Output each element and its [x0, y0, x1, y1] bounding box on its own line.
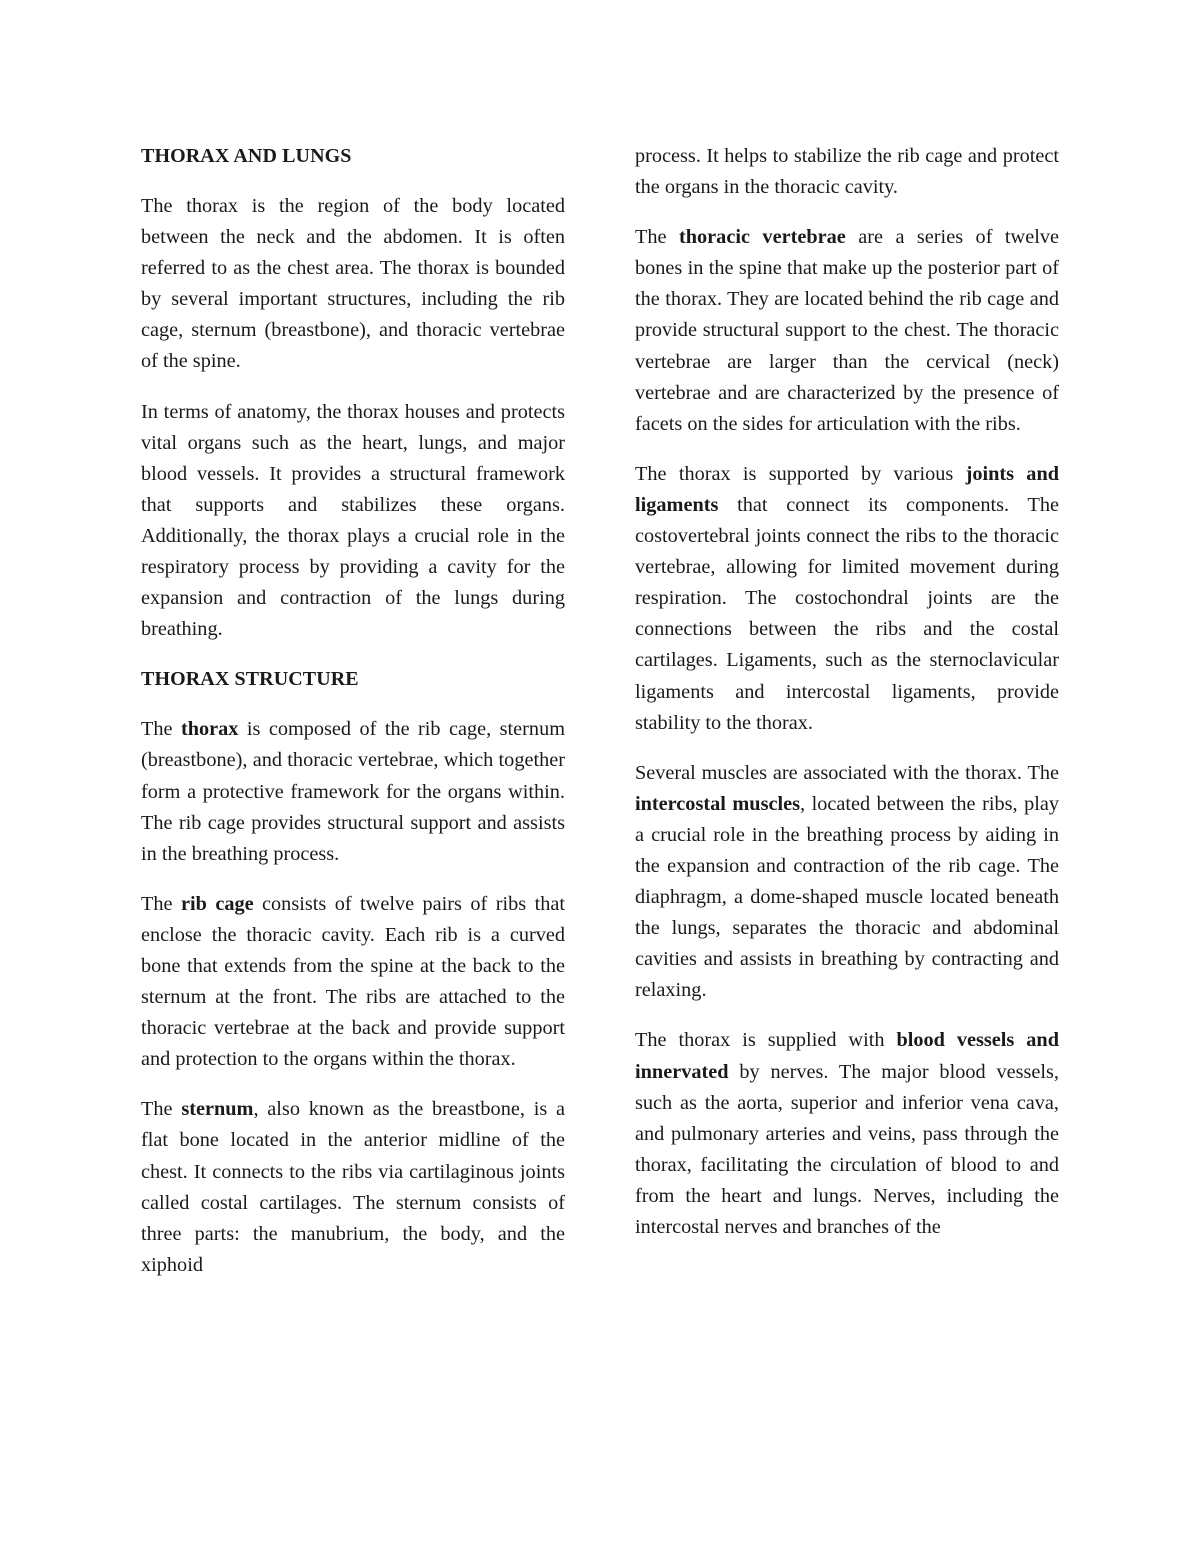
section-heading-thorax-and-lungs: THORAX AND LUNGS — [141, 145, 352, 167]
paragraph-text: Several muscles are associated with the thorax. The — [635, 761, 1059, 784]
paragraph-text: , located between the ribs, play a crucial role in the breathing process by aiding in the expansion and contraction of the rib cage. The diaphragm, a dome-shaped muscle located beneath the lungs, separates the thoracic and abdominal cavities and assists in breathing by contracting and relaxing. — [635, 792, 1059, 1002]
paragraph-text: , also known as the breastbone, is a flat bone located in the anterior midline of the chest. It connects to the ribs via cartilaginous joints called costal cartilages. The sternum consists of three parts: the manubrium, the body, and the xiphoid — [141, 1098, 566, 1276]
paragraph-text: that connect its components. The costovertebral joints connect the ribs to the thoracic vertebrae, allowing for limited movement during respiration. The costochondral joints are the connections between the ribs and the costal cartilages. Ligaments, such as the sternoclavicular ligaments and intercostal ligaments, provide stability to the thorax. — [635, 493, 1059, 734]
paragraph-thorax-definition: The thorax is the region of the body located between the neck and the abdomen. It is often referred to as the chest area. The thorax is bounded by several important structures, including the rib cage, sternum (breastbone), and thoracic vertebrae of the spine. — [141, 195, 565, 373]
bold-term-thorax: thorax — [180, 718, 239, 741]
paragraph-text: The thorax is supplied with — [635, 1029, 897, 1052]
section-heading-thorax-structure: THORAX STRUCTURE — [141, 668, 359, 691]
paragraph-blood-vessels-nerves — [635, 1025, 1059, 1243]
paragraph-text: consists of twelve pairs of ribs that enclose the thoracic cavity. Each rib is a curved bone that extends from the spine at the back to the sternum at the front. The ribs are attached to the thoracic vertebrae at the back and provide support and protection to the organs within the thorax. — [141, 892, 565, 1071]
right-column — [635, 141, 1059, 1262]
paragraph-text: are a series of twelve bones in the spine that make up the posterior part of the thorax. They are located behind the rib cage and provide structural support to the chest. The thoracic vertebrae are larger than the cervical (neck) vertebrae and are characterized by the presence of facets on the sides for articulation with the ribs. — [635, 226, 1059, 435]
left-column — [141, 141, 565, 1300]
paragraph-thorax-anatomy: In terms of anatomy, the thorax houses and protects vital organs such as the heart, lungs, and major blood vessels. It provides a structural framework that supports and stabilizes these organs. Additionally, the thorax plays a crucial role in the respiratory process by providing a cavity for the expansion and contraction of the lungs during breathing. — [141, 400, 565, 641]
paragraph-rib-cage — [141, 889, 565, 1076]
paragraph-text: The — [141, 892, 181, 915]
paragraph-text: by nerves. The major blood vessels, such as the aorta, superior and inferior vena cava, and pulmonary arteries and veins, pass through the thorax, facilitating the circulation of blood to and from the heart and lungs. Nerves, including the intercostal nerves and branches of the — [635, 1060, 1059, 1238]
paragraph-text: The — [141, 718, 181, 741]
paragraph-thorax-composition — [141, 714, 565, 869]
paragraph-text: The thorax is supported by various — [635, 462, 966, 485]
paragraph-muscles — [635, 758, 1059, 1007]
bold-term-joints-and-ligaments: joints and ligaments — [635, 462, 1060, 516]
paragraph-text: The — [635, 226, 679, 249]
bold-term-blood-vessels-and-innervated: blood vessels and innervated — [635, 1029, 1059, 1083]
paragraph-text: The — [141, 1098, 182, 1121]
paragraph-text: is composed of the rib cage, sternum (breastbone), and thoracic vertebrae, which together form a protective framework for the organs within. The rib cage provides structural support and assists in the breathing process. — [141, 718, 565, 865]
paragraph-sternum-continued: process. It helps to stabilize the rib cage and protect the organs in the thoracic cavity. — [635, 145, 1059, 199]
paragraph-joints-ligaments — [635, 459, 1059, 739]
bold-term-sternum: sternum — [181, 1098, 254, 1121]
bold-term-thoracic-vertebrae: thoracic vertebrae — [679, 226, 846, 249]
bold-term-intercostal-muscles: intercostal muscles — [635, 792, 800, 815]
paragraph-sternum — [141, 1094, 565, 1281]
paragraph-thoracic-vertebrae — [635, 222, 1059, 440]
bold-term-rib-cage: rib cage — [180, 892, 254, 915]
